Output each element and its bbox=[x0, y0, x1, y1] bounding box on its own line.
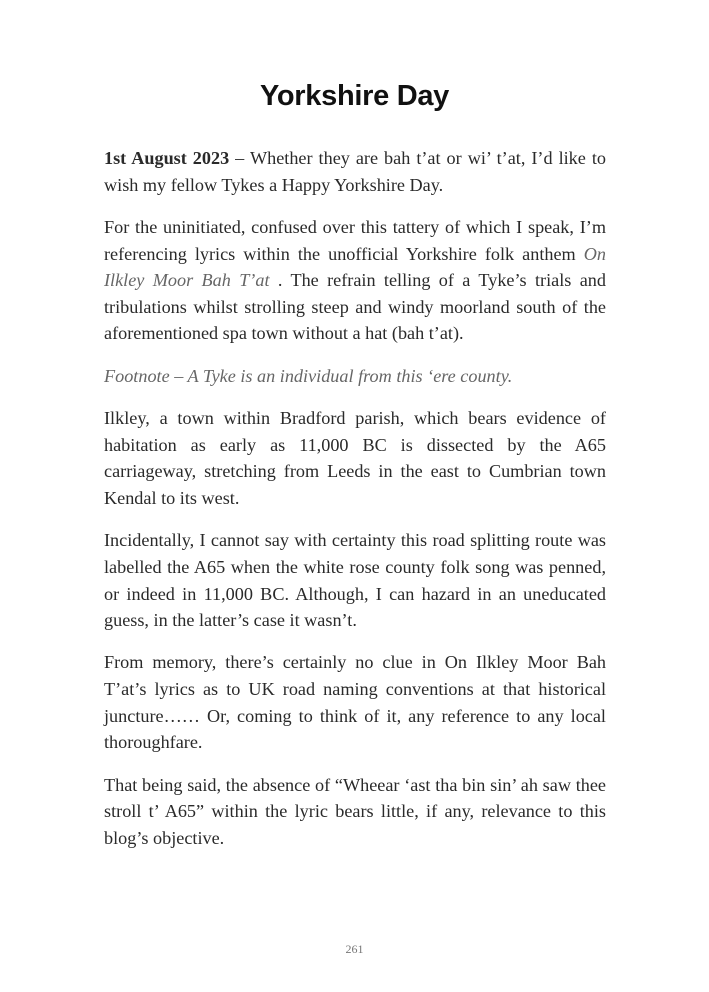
page-title: Yorkshire Day bbox=[260, 80, 449, 112]
anthem-text-after: . The refrain telling of a Tyke’s trials and tribulations whilst strolling steep and windy moorland south of the aforementioned spa town without a hat (bah t’at). bbox=[104, 270, 606, 344]
paragraph-conclusion: That being said, the absence of “Wheear ‘ast tha bin sin’ ah saw thee stroll t’ A65” within the lyric bears little, if any, relevance to this blog’s objective. bbox=[104, 774, 606, 848]
paragraph-memory: From memory, there’s certainly no clue in On Ilkley Moor Bah T’at’s lyrics as to UK road naming conventions at that historical juncture…… Or, coming to think of it, any reference to any local thoroughfare. bbox=[104, 652, 606, 753]
paragraph-anthem bbox=[104, 214, 606, 347]
song-title: On Ilkley Moor Bah T’at bbox=[104, 243, 606, 291]
intro-text: – Whether they are bah t’at or wi’ t’at, I’d like to wish my fellow Tykes a Happy Yorkshire Day. bbox=[104, 148, 606, 195]
footnote: Footnote – A Tyke is an individual from this ‘ere county. bbox=[104, 365, 513, 386]
date-text: 1st August 2023 bbox=[104, 148, 230, 168]
page-number: 261 bbox=[345, 942, 364, 956]
anthem-text-before: For the uninitiated, confused over this tattery of which I speak, I’m referencing lyrics within the unofficial Yorkshire folk anthem bbox=[104, 216, 606, 264]
article-body bbox=[104, 145, 606, 867]
paragraph-incidentally: Incidentally, I cannot say with certainty this road splitting route was labelled the A65 when the white rose county folk song was penned, or indeed in 11,000 BC. Although, I can hazard in an uneducated guess, in the latter’s case it wasn’t. bbox=[104, 530, 606, 631]
paragraph-intro bbox=[104, 145, 606, 198]
paragraph-ilkley: Ilkley, a town within Bradford parish, which bears evidence of habitation as early as 11,000 BC is dissected by the A65 carriageway, stretching from Leeds in the east to Cumbrian town Kendal to its west. bbox=[104, 408, 606, 508]
